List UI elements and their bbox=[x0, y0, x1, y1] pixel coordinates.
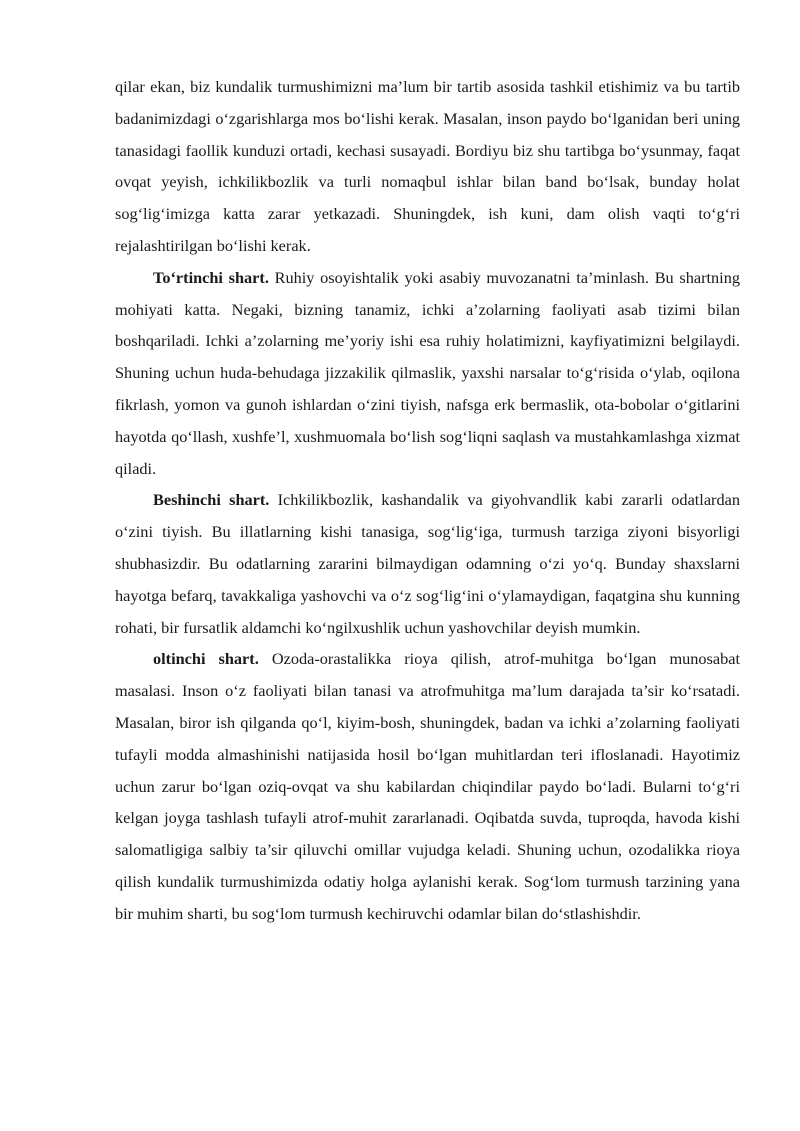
paragraph-condition-4 bbox=[115, 262, 740, 485]
paragraph-text: Ozoda-orastalikka rioya qilish, atrof-muhitga bo‘lgan munosabat masalasi. Inson o‘z faoliyati bilan tanasi va atrofmuhitga ma’lum darajada ta’sir ko‘rsatadi. Masalan, biror ish qilganda qo‘l, kiyim-bosh, shuningdek, badan va ichki a’zolarning faoliyati tufayli modda almashinishi natijasida hosil bo‘lgan muhitlardan teri ifloslanadi. Hayotimiz uchun zarur bo‘lgan oziq-ovqat va shu kabilardan chiqindilar paydo bo‘ladi. Bularni to‘g‘ri kelgan joyga tashlash tufayli atrof-muhit zararlanadi. Oqibatda suvda, tuproqda, havoda kishi salomatligiga salbiy ta’sir qiluvchi omillar vujudga keladi. Shuning uchun, ozodalikka rioya qilish kundalik turmushimizda odatiy holga aylanishi kerak. Sog‘lom turmush tarzining yana bir muhim sharti, bu sog‘lom turmush kechiruvchi odamlar bilan do‘stlashishdir. bbox=[115, 649, 740, 923]
paragraph-text: Ichkilikbozlik, kashandalik va giyohvandlik kabi zararli odatlardan o‘zini tiyish. Bu illatlarning kishi tanasiga, sog‘lig‘iga, turmush tarziga ziyoni bisyorligi shubhasizdir. Bu odatlarning zararini bilmaydigan odamning o‘zi yo‘q. Bunday shaxslarni hayotga befarq, tavakkaliga yashovchi va o‘z sog‘lig‘ini o‘ylamaydigan, faqatgina shu kunning rohati, bir fursatlik aldamchi ko‘ngilxushlik uchun yashovchilar deyish mumkin. bbox=[115, 490, 740, 637]
document-page bbox=[115, 71, 740, 930]
paragraph-heading: Beshinchi shart. bbox=[153, 490, 270, 510]
paragraph-heading: To‘rtinchi shart. bbox=[153, 267, 269, 287]
paragraph-continuation bbox=[115, 71, 740, 262]
paragraph-heading: oltinchi shart. bbox=[153, 649, 259, 669]
paragraph-condition-5 bbox=[115, 484, 740, 643]
paragraph-text: qilar ekan, biz kundalik turmushimizni ma’lum bir tartib asosida tashkil etishimiz va bu tartib badanimizdagi o‘zgarishlarga mos bo‘lishi kerak. Masalan, inson paydo bo‘lganidan beri uning tanasidagi faollik kunduzi ortadi, kechasi susayadi. Bordiyu biz shu tartibga bo‘ysunmay, faqat ovqat yeyish, ichkilikbozlik va turli nomaqbul ishlar bilan band bo‘lsak, bunday holat sog‘lig‘imizga katta zarar yetkazadi. Shuningdek, ish kuni, dam olish vaqti to‘g‘ri rejalashtirilgan bo‘lishi kerak. bbox=[115, 77, 740, 255]
paragraph-condition-6 bbox=[115, 643, 740, 929]
paragraph-text: Ruhiy osoyishtalik yoki asabiy muvozanatni ta’minlash. Bu shartning mohiyati katta. Negaki, bizning tanamiz, ichki a’zolarning faoliyati asab tizimi bilan boshqariladi. Ichki a’zolarning me’yoriy ishi esa ruhiy holatimizni, kayfiyatimizni belgilaydi. Shuning uchun huda-behudaga jizzakilik qilmaslik, yaxshi narsalar to‘g‘risida o‘ylab, oqilona fikrlash, yomon va gunoh ishlardan o‘zini tiyish, nafsga erk bermaslik, ota-bobolar o‘gitlarini hayotda qo‘llash, xushfe’l, xushmuomala bo‘lish sog‘liqni saqlash va mustahkamlashga xizmat qiladi. bbox=[115, 267, 740, 478]
